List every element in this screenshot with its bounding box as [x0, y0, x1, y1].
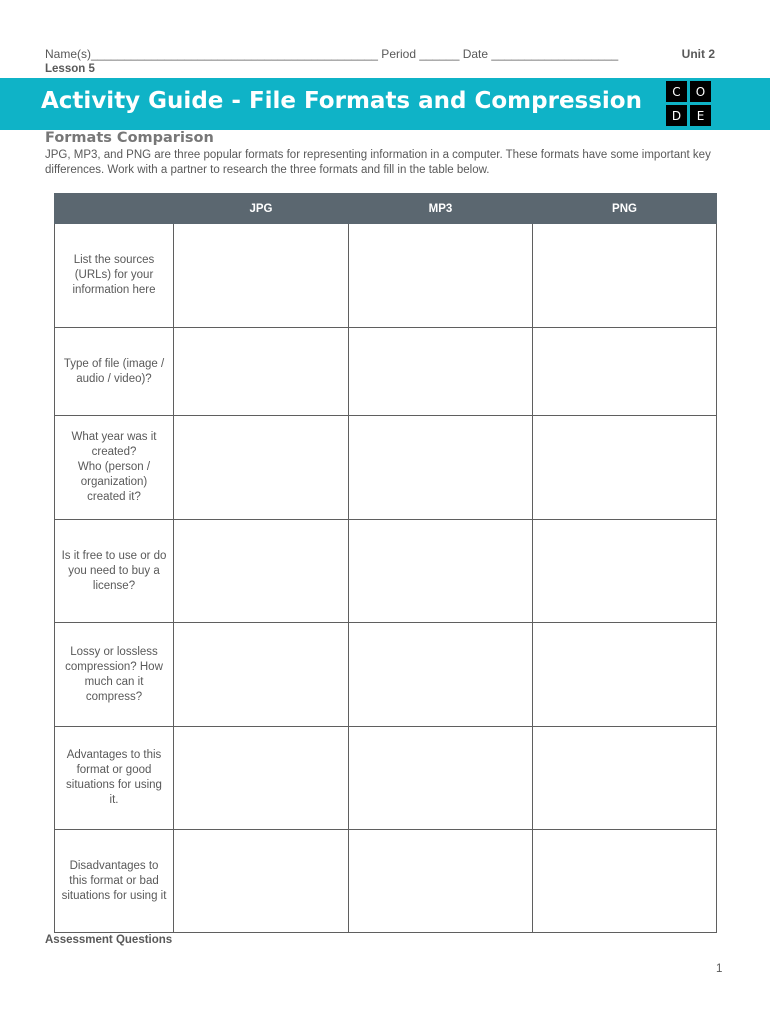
cell-png-file-type[interactable]: [533, 328, 717, 416]
logo-letter-c: C: [666, 81, 687, 102]
cell-png-advantages[interactable]: [533, 727, 717, 830]
row-label-file-type: Type of file (image / audio / video)?: [55, 328, 174, 416]
row-label-disadvantages: Disadvantages to this format or bad situations for using it: [55, 830, 174, 933]
cell-mp3-advantages[interactable]: [349, 727, 533, 830]
table-row: [55, 830, 717, 933]
cell-jpg-file-type[interactable]: [174, 328, 349, 416]
cell-mp3-compression[interactable]: [349, 623, 533, 727]
cell-mp3-file-type[interactable]: [349, 328, 533, 416]
column-header-png: PNG: [533, 194, 717, 224]
code-logo: [666, 81, 711, 127]
table-row: [55, 224, 717, 328]
table-row: [55, 328, 717, 416]
cell-png-compression[interactable]: [533, 623, 717, 727]
row-label-year-creator: [55, 416, 174, 520]
table-row: [55, 727, 717, 830]
row-label-compression: Lossy or lossless compression? How much can it compress?: [55, 623, 174, 727]
section-title: Formats Comparison: [45, 130, 214, 146]
cell-mp3-year-creator[interactable]: [349, 416, 533, 520]
column-header-mp3: MP3: [349, 194, 533, 224]
cell-png-sources[interactable]: [533, 224, 717, 328]
cell-png-disadvantages[interactable]: [533, 830, 717, 933]
cell-jpg-advantages[interactable]: [174, 727, 349, 830]
cell-mp3-sources[interactable]: [349, 224, 533, 328]
logo-letter-e: E: [690, 105, 711, 126]
cell-jpg-sources[interactable]: [174, 224, 349, 328]
table-header-row: [55, 194, 717, 224]
name-period-date-line: Name(s)___________________________________________ Period ______ Date ___________________: [45, 47, 619, 61]
row-label-year-creator-text: What year was it created? Who (person / organization) created it?: [71, 431, 157, 503]
table-row: [55, 416, 717, 520]
unit-label: Unit 2: [681, 47, 715, 61]
cell-mp3-disadvantages[interactable]: [349, 830, 533, 933]
page-number: 1: [716, 963, 723, 975]
table-row: [55, 520, 717, 623]
cell-mp3-license[interactable]: [349, 520, 533, 623]
intro-paragraph: JPG, MP3, and PNG are three popular formats for representing information in a computer. These formats have some important key differences. Work with a partner to research the three formats and fill in the table below.: [45, 149, 711, 176]
column-header-jpg: JPG: [174, 194, 349, 224]
cell-png-year-creator[interactable]: [533, 416, 717, 520]
row-label-advantages: Advantages to this format or good situations for using it.: [55, 727, 174, 830]
page-title: Activity Guide - File Formats and Compression: [41, 88, 642, 114]
assessment-heading: Assessment Questions: [45, 934, 173, 946]
cell-jpg-disadvantages[interactable]: [174, 830, 349, 933]
logo-letter-d: D: [666, 105, 687, 126]
comparison-table: [54, 193, 717, 933]
row-label-sources: List the sources (URLs) for your information here: [55, 224, 174, 328]
cell-jpg-year-creator[interactable]: [174, 416, 349, 520]
cell-jpg-license[interactable]: [174, 520, 349, 623]
logo-letter-o: O: [690, 81, 711, 102]
cell-jpg-compression[interactable]: [174, 623, 349, 727]
header-blank-cell: [55, 194, 174, 224]
cell-png-license[interactable]: [533, 520, 717, 623]
row-label-license: Is it free to use or do you need to buy a license?: [55, 520, 174, 623]
table-row: [55, 623, 717, 727]
lesson-label: Lesson 5: [45, 63, 95, 75]
